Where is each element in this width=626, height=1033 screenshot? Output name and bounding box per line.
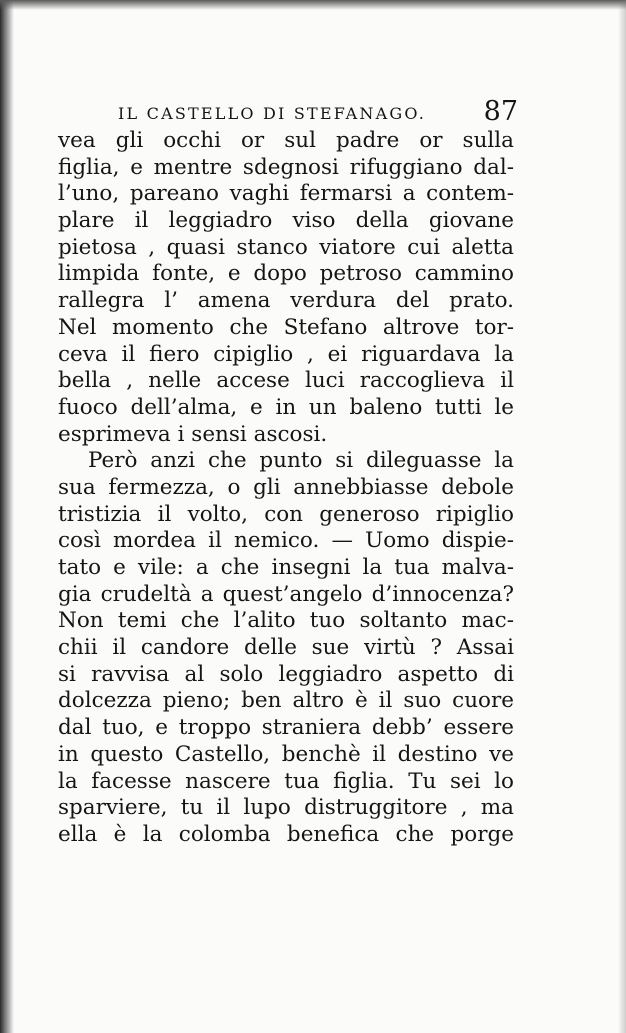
- text-line: sua fermezza, o gli annebbiasse debole: [58, 474, 514, 500]
- text-line: fuoco dell’alma, e in un baleno tutti le: [58, 394, 514, 420]
- text-line: chii il candore delle sue virtù ? Assai: [58, 635, 514, 661]
- page-header: [118, 96, 518, 132]
- text-line: gia crudeltà a quest’angelo d’innocenza?: [58, 581, 514, 607]
- text-line: figlia, e mentre sdegnosi rifuggiano dal-: [58, 154, 514, 180]
- text-line: esprimeva i sensi ascosi.: [58, 421, 328, 447]
- page-edge-shadow-top: [0, 0, 626, 10]
- text-line: Nel momento che Stefano altrove tor-: [58, 314, 514, 340]
- text-line: dal tuo, e troppo straniera debb’ essere: [58, 715, 514, 741]
- text-line: dolcezza pieno; ben altro è il suo cuore: [58, 688, 514, 714]
- text-line: ella è la colomba benefica che porge: [58, 821, 514, 847]
- paragraph-first-line: Però anzi che punto si dileguasse la: [88, 448, 514, 474]
- text-line: plare il leggiadro viso della giovane: [58, 208, 514, 234]
- text-line: in questo Castello, benchè il destino ve: [58, 741, 514, 767]
- text-line: limpida fonte, e dopo petroso cammino: [58, 261, 514, 287]
- text-line: vea gli occhi or sul padre or sulla: [58, 128, 514, 153]
- page-edge-shadow-left: [0, 0, 14, 1033]
- text-line: tato e vile: a che insegni la tua malva-: [58, 555, 514, 580]
- page-edge-shadow-right: [618, 0, 626, 1033]
- text-line: tristizia il volto, con generoso ripiglio: [58, 501, 514, 527]
- text-line: Non temi che l’alito tuo soltanto mac-: [58, 608, 514, 634]
- text-line: bella , nelle accese luci raccoglieva il: [58, 368, 514, 394]
- body-text: [58, 128, 514, 849]
- text-line: sparviere, tu il lupo distruggitore , ma: [58, 795, 514, 821]
- text-line: rallegra l’ amena verdura del prato.: [58, 288, 514, 314]
- text-line: si ravvisa al solo leggiadro aspetto di: [58, 661, 514, 687]
- text-line: l’uno, pareano vaghi fermarsi a contem-: [58, 181, 514, 207]
- text-line: così mordea il nemico. — Uomo dispie-: [58, 528, 514, 554]
- text-line: ceva il fiero cipiglio , ei riguardava la: [58, 341, 514, 367]
- running-head: IL CASTELLO DI STEFANAGO.: [118, 104, 427, 123]
- text-line: la facesse nascere tua figlia. Tu sei lo: [58, 768, 514, 794]
- page-number: 87: [483, 96, 518, 127]
- text-line: pietosa , quasi stanco viatore cui aletta: [58, 234, 514, 260]
